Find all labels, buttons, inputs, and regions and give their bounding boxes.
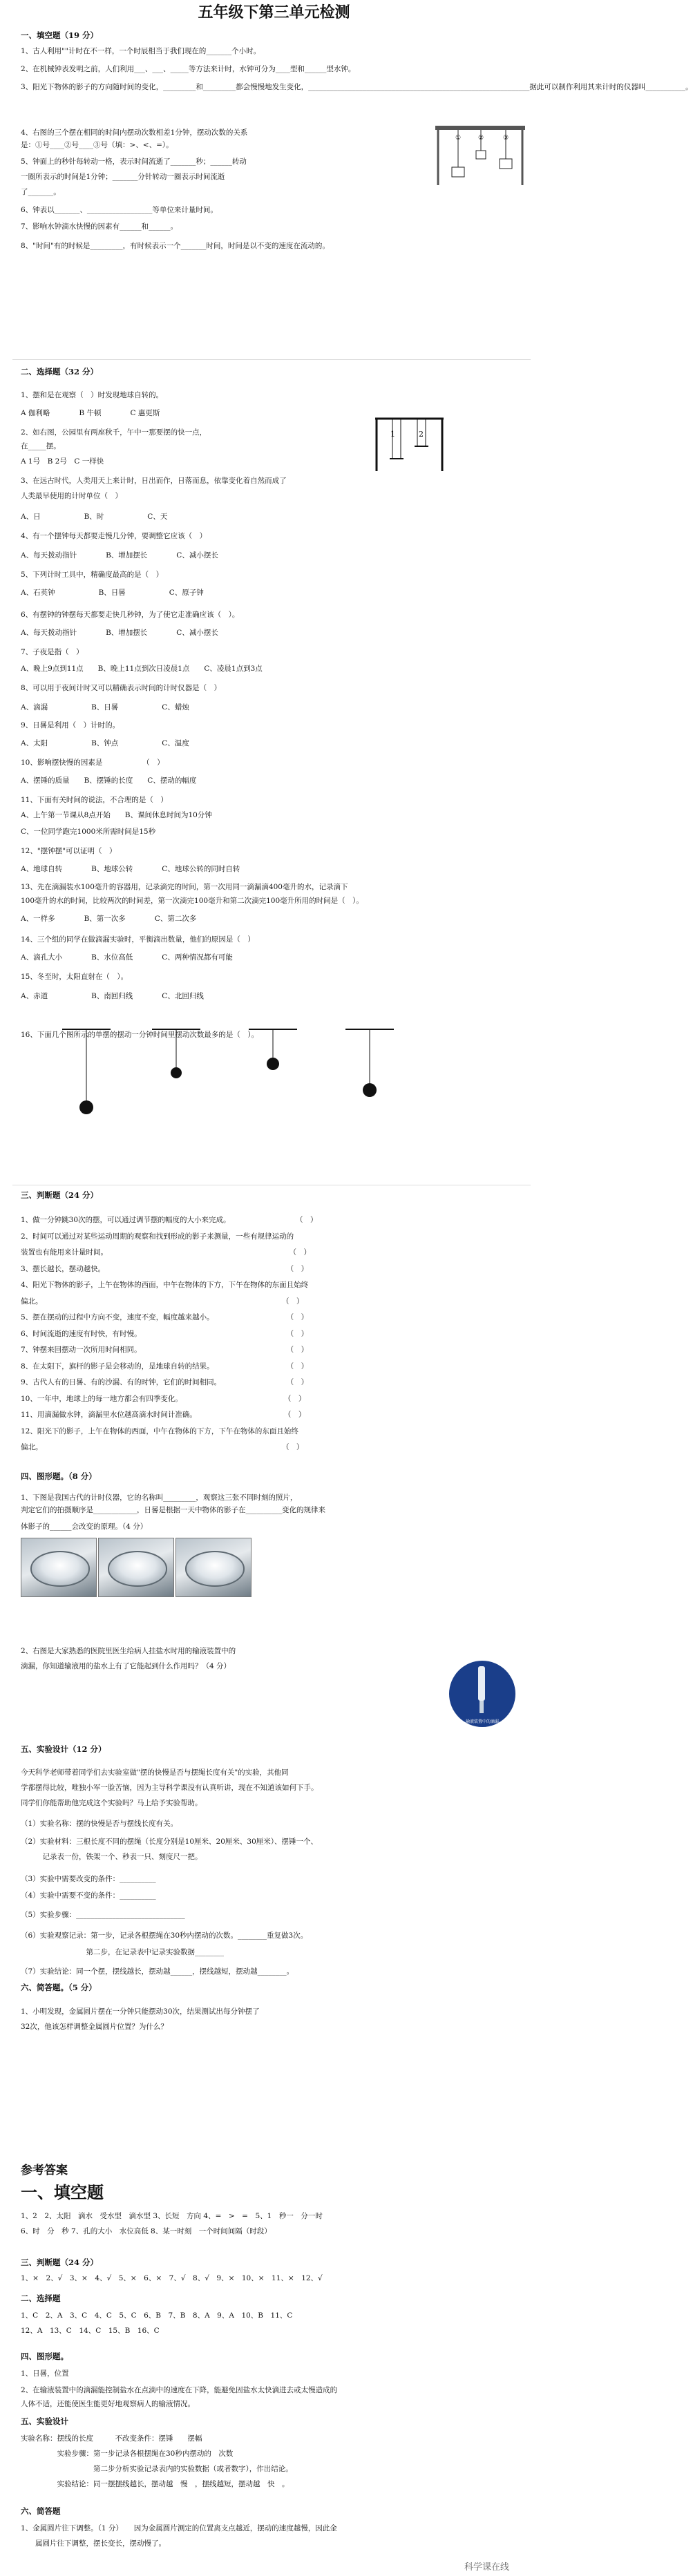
text-line: 人类最早使用的计时单位（ ） xyxy=(21,492,122,500)
answers-figure-heading: 四、图形题。 xyxy=(21,2351,68,2361)
short-heading: 六、简答题。（5 分） xyxy=(21,1983,97,1992)
text-line: 4、右图的三个摆在相同的时间内摆动次数相差1分钟，摆动次数的关系 xyxy=(21,128,248,137)
text-line: 2、在输液装置中的滴漏能控制盐水在点滴中的速度在下降，能避免因盐水太快滴进去或太慢造成的 xyxy=(21,2386,338,2394)
text-line: 滴漏，你知道输液用的盐水上有了它能起到什么作用吗？（4 分） xyxy=(21,1662,231,1670)
text-line: 1、摆和是在观察（ ）时发现地球自转的。 xyxy=(21,391,164,399)
text-line: 1、下图是我国古代的计时仪器，它的名称叫_________，观察这三张不同时刻的照片， xyxy=(21,1494,298,1502)
text-line: 8、"时间"有的时候是_________，有时候表示一个_______时间，时间是以不变的速度在流动的。 xyxy=(21,242,330,250)
experiment-heading: 五、实验设计（12 分） xyxy=(21,1744,106,1754)
text-line: （2）实验材料：三根长度不同的摆绳（长度分别是10厘米、20厘米、30厘米）、摆锤一个、 xyxy=(21,1838,319,1846)
text-line: 偏北。 （ ） xyxy=(21,1443,304,1451)
divider xyxy=(12,359,531,360)
text-line: 第二步，在记录表中记录实验数据________ xyxy=(21,1948,224,1956)
text-line: 在_____摆。 xyxy=(21,442,61,450)
figure-heading: 四、图形题。（8 分） xyxy=(21,1471,97,1481)
text-line: 6、时 分 秒 7、孔的大小 水位高低 8、某一时刻 一个时间间隔（时段） xyxy=(21,2227,272,2235)
text-line: 10、影响摆快慢的因素是 （ ） xyxy=(21,759,164,767)
answers-short-heading: 六、简答题 xyxy=(21,2506,61,2516)
answers-experiment-heading: 五、实验设计 xyxy=(21,2416,68,2426)
text-line: 1、× 2、√ 3、× 4、√ 5、× 6、× 7、√ 8、√ 9、× 10、× 11、× 12、√ xyxy=(21,2274,323,2282)
text-line: 16、下面几个图所示的单摆的摆动一分钟时间里摆动次数最多的是（ ）。 xyxy=(21,1031,259,1039)
swings-figure xyxy=(373,412,449,474)
answers-fill-heading: 一、填空题 xyxy=(21,2184,104,2202)
credit-watermark: 科学课在线 xyxy=(464,2561,510,2572)
text-line: （5）实验步骤：______________________________ xyxy=(21,1911,185,1919)
text-line: 1、做一分钟跳30次的摆，可以通过调节摆的幅度的大小来完成。 （ ） xyxy=(21,1216,318,1224)
text-line: 2、如右图，公园里有两座秋千，午中一那要摆的快一点， xyxy=(21,428,207,437)
pendulum-d xyxy=(345,1029,394,1097)
text-line: 1、小明发现，金属圆片摆在一分钟只能摆动30次，结果测试出每分钟摆了 xyxy=(21,2007,260,2016)
text-line: 2、在机械钟表发明之前，人们利用___、___、_____等方法来计时，水钟可分为____型和______型水钟。 xyxy=(21,65,356,73)
text-line: A、摆锤的质量 B、摆锤的长度 C、摆动的幅度 xyxy=(21,776,197,785)
text-line: 实验名称：摆线的长度 不改变条件：摆锤 摆幅 xyxy=(21,2434,202,2443)
text-line: 8、在太阳下，旗杆的影子是会移动的，是地球自转的结果。 （ ） xyxy=(21,1362,309,1371)
text-line: A 1号 B 2号 C 一样快 xyxy=(21,457,104,466)
text-line: 体影子的______会改变的原理。（4 分） xyxy=(21,1523,148,1531)
text-line: （1）实验名称：摆的快慢是否与摆线长度有关。 xyxy=(21,1820,178,1828)
answers-choice-heading: 二、选择题 xyxy=(21,2293,61,2303)
text-line: 1、C 2、A 3、C 4、C 5、C 6、B 7、B 8、A 9、A 10、B 11、C xyxy=(21,2311,293,2320)
text-line: 12、"摆钟摆"可以证明（ ） xyxy=(21,847,117,855)
swing-1-label: 1 xyxy=(390,430,395,439)
text-line: 32次，他该怎样调整金属圆片位置？为什么？ xyxy=(21,2023,168,2031)
text-line: C、一位同学跑完1000米所需时间是15秒 xyxy=(21,828,156,836)
drip-chamber-image xyxy=(448,1659,517,1728)
text-line: 3、阳光下物体的影子的方向随时间的变化，_________和_________都会慢慢地发生变化，_____________________________________________________________据此可以制作利用其来计时的仪器叫___________。 xyxy=(21,83,693,91)
text-line: A、每天拨动指针 B、增加摆长 C、减小摆长 xyxy=(21,629,218,637)
text-line: 6、钟表以_______、__________________等单位来计量时间。 xyxy=(21,206,218,214)
sundial-photo-1 xyxy=(21,1538,97,1597)
text-line: 判定它们的拍摄顺序是____________，日晷是根据一天中物体的影子在__________变化的规律来 xyxy=(21,1506,325,1514)
text-line: 装置也有能用来计量时间。 （ ） xyxy=(21,1248,311,1257)
text-line: 5、钟面上的秒针每转动一格，表示时间流逝了_______秒；______转动 xyxy=(21,158,247,166)
drip-caption: 输液装置中的滴漏 xyxy=(465,1719,500,1724)
answers-judge-heading: 三、判断题（24 分） xyxy=(21,2258,99,2267)
text-line: （3）实验中需要改变的条件：__________ xyxy=(21,1875,156,1883)
pendulum-a xyxy=(62,1029,111,1114)
text-line: 7、影响水钟滴水快慢的因素有______和______。 xyxy=(21,222,178,231)
text-line: 1、古人利用""计时在不一样，一个时辰相当于我们现在的_______个小时。 xyxy=(21,47,261,55)
text-line: A 伽利略 B 牛顿 C 惠更斯 xyxy=(21,409,160,417)
text-line: 7、子夜是指（ ） xyxy=(21,648,84,656)
text-line: 10、一年中，地球上的每一地方都会有四季变化。 （ ） xyxy=(21,1394,306,1403)
text-line: A、石英钟 B、日晷 C、原子钟 xyxy=(21,589,204,597)
text-line: 8、可以用于夜间计时又可以精确表示时间的计时仪器是（ ） xyxy=(21,684,222,692)
swing-2-label: 2 xyxy=(419,430,424,439)
fill-heading: 一、填空题（19 分） xyxy=(21,30,99,40)
text-line: 11、下面有关时间的说法，不合理的是（ ） xyxy=(21,796,168,804)
text-line: 12、A 13、C 14、C 15、B 16、C xyxy=(21,2327,160,2335)
text-line: 今天科学老师带着同学们去实验室做"摆的快慢是否与摆绳长度有关"的实验，其他同 xyxy=(21,1768,289,1777)
text-line: （4）实验中需要不变的条件：__________ xyxy=(21,1891,156,1900)
text-line: 一圈所表示的时间是1分钟；_______分针转动一圈表示时间流逝 xyxy=(21,173,225,181)
text-line: （6）实验观察记录：第一步，记录各根摆绳在30秒内摆动的次数。________重复做3次。 xyxy=(21,1931,308,1940)
text-line: A、滴漏 B、日晷 C、蜡烛 xyxy=(21,703,189,712)
text-line: 了_______。 xyxy=(21,188,61,196)
text-line: 偏北。 （ ） xyxy=(21,1297,304,1306)
text-line: 9、日晷是利用（ ）计时的。 xyxy=(21,721,120,729)
text-line: 是：①号____②号____③号（填：>、<、=）。 xyxy=(21,141,173,149)
text-line: （7）实验结论：同一个摆，摆线越长，摆动越______，摆线越短，摆动越________。 xyxy=(21,1967,294,1976)
page-title: 五年级下第三单元检测 xyxy=(198,3,350,21)
text-line: 1、金属圆片往下调整。（1 分） 因为金属圆片测定的位置离支点越近，摆动的速度越慢，因此金 xyxy=(21,2524,337,2532)
text-line: 4、阳光下物体的影子，上午在物体的西面，中午在物体的下方，下午在物体的东面且始终 xyxy=(21,1281,309,1289)
text-line: A、日 B、时 C、天 xyxy=(21,513,168,521)
text-line: 属圆片往下调整，摆长变长，摆动慢了。 xyxy=(21,2539,166,2548)
text-line: 2、右图是大家熟悉的医院里医生给病人挂盐水时用的输液装置中的 xyxy=(21,1647,236,1655)
text-line: A、一样多 B、第一次多 C、第二次多 xyxy=(21,915,197,923)
three-pendulums-figure xyxy=(434,124,527,187)
pendulum-label-2: ② xyxy=(478,135,484,142)
text-line: 实验步骤：第一步记录各根摆绳在30秒内摆动的 次数 xyxy=(21,2450,234,2458)
pendulum-label-1: ① xyxy=(455,135,462,142)
pendulum-b xyxy=(152,1029,200,1078)
pendulum-label-3: ③ xyxy=(503,135,509,142)
text-line: A、地球自转 B、地球公转 C、地球公转的同时自转 xyxy=(21,865,240,873)
text-line: 11、用滴漏做水钟，滴漏里水位越高滴水时间计准确。 （ ） xyxy=(21,1411,306,1419)
text-line: A、每天拨动指针 B、增加摆长 C、减小摆长 xyxy=(21,551,218,560)
text-line: 3、摆长越长，摆动越快。 （ ） xyxy=(21,1264,309,1273)
four-pendulums-figure xyxy=(55,1022,442,1126)
answers-title: 参考答案 xyxy=(21,2164,68,2177)
text-line: 15、冬至时，太阳直射在（ ）。 xyxy=(21,973,129,981)
pendulum-c xyxy=(249,1029,297,1070)
text-line: 记录表一份，铁架一个、秒表一只、刻度尺一把。 xyxy=(21,1853,202,1861)
text-line: 9、古代人有的日晷、有的沙漏、有的时钟，它们的时间相同。 （ ） xyxy=(21,1378,309,1386)
text-line: 人体不适，还能使医生能更好地观察病人的输液情况。 xyxy=(21,2400,195,2408)
text-line: 5、摆在摆动的过程中方向不变，速度不变，幅度越来越小。 （ ） xyxy=(21,1313,309,1322)
text-line: 13、先在滴漏装水100毫升的容器用，记录滴完的时间，第一次用同一滴漏滴400毫升的水，记录滴下 xyxy=(21,883,348,891)
text-line: 5、下列计时工具中，精确度最高的是（ ） xyxy=(21,571,164,579)
text-line: 3、在远古时代，人类用天上来计时，日出而作，日落而息，依靠变化着自然而成了 xyxy=(21,477,287,485)
text-line: 100毫升的水的时间，比较两次的时间差，第一次滴完100毫升和第二次滴完100毫升所用的时间是（ ）。 xyxy=(21,897,363,905)
text-line: A、晚上9点到11点 B、晚上11点到次日凌晨1点 C、凌晨1点到3点 xyxy=(21,665,263,673)
text-line: 实验结论：同一摆摆线越长，摆动越 慢 ，摆线越短，摆动越 快 。 xyxy=(21,2480,289,2488)
text-line: 1、日晷，位置 xyxy=(21,2369,69,2378)
text-line: 2、时间可以通过对某些运动周期的观察和找到形成的影子来测量，一些有规律运动的 xyxy=(21,1232,294,1241)
text-line: 6、有摆钟的钟摆每天都要走快几秒钟，为了使它走准确应该（ ）。 xyxy=(21,611,240,619)
sundial-photo-3 xyxy=(175,1538,251,1597)
text-line: 同学们你能帮助他完成这个实验吗？马上给予实验帮助。 xyxy=(21,1799,202,1807)
text-line: 1、2 2、太阳 滴水 受水型 滴水型 3、长短 方向 4、= > = 5、1 秒一 分一时 xyxy=(21,2212,323,2220)
text-line: 第二步分析实验记录表内的实验数据（或者数字），作出结论。 xyxy=(21,2465,293,2473)
choice-heading: 二、选择题（32 分） xyxy=(21,367,99,376)
text-line: 学都摆得比较，唯独小军一脸苦恼，因为主导科学课没有认真听讲，现在不知道该如何下手。 xyxy=(21,1784,319,1792)
text-line: A、赤道 B、南回归线 C、北回归线 xyxy=(21,992,204,1000)
text-line: A、上午第一节课从8点开始 B、课间休息时间为10分钟 xyxy=(21,811,212,819)
text-line: A、太阳 B、钟点 C、温度 xyxy=(21,739,189,747)
judge-heading: 三、判断题（24 分） xyxy=(21,1190,99,1200)
text-line: 14、三个组的同学在做滴漏实验时，平衡滴出数量，他们的原因是（ ） xyxy=(21,935,255,944)
text-line: A、滴孔大小 B、水位高低 C、两种情况都有可能 xyxy=(21,953,233,962)
text-line: 12、阳光下的影子，上午在物体的西面，中午在物体的下方，下午在物体的东面且始终 xyxy=(21,1427,298,1435)
text-line: 6、时间流逝的速度有时快，有时慢。 （ ） xyxy=(21,1329,309,1338)
text-line: 7、钟摆来回摆动一次所用时间相同。 （ ） xyxy=(21,1346,309,1354)
text-line: 4、有一个摆钟每天都要走慢几分钟，要调整它应该（ ） xyxy=(21,532,207,540)
sundial-photo-2 xyxy=(98,1538,174,1597)
